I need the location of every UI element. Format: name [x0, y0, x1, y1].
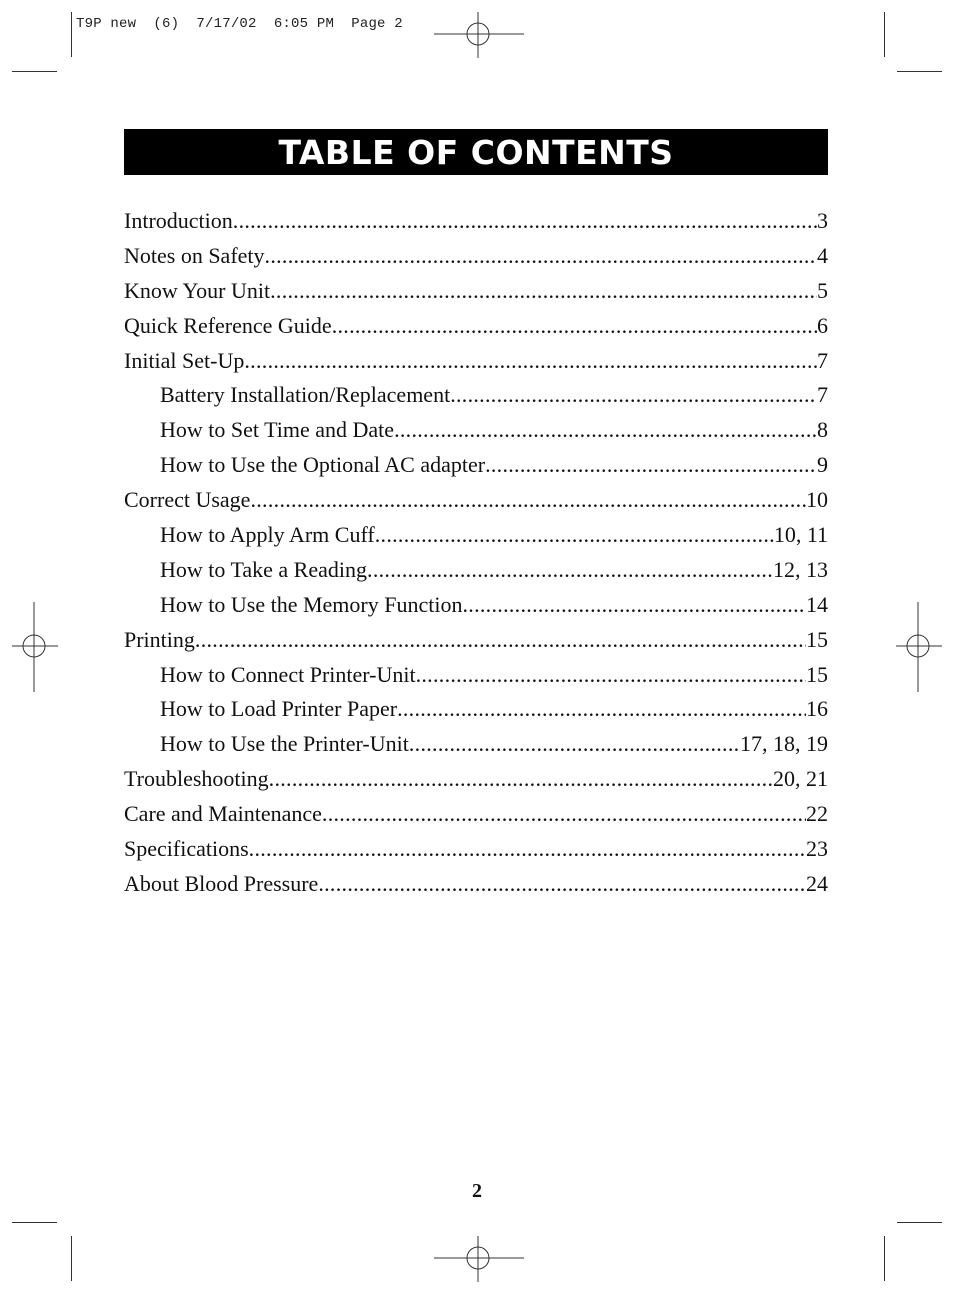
dot-leader — [332, 309, 817, 344]
toc-entry-title: How to Use the Optional AC adapter — [160, 452, 486, 478]
toc-entry — [124, 204, 828, 239]
dot-leader — [485, 448, 817, 483]
toc-entry-title: How to Take a Reading — [160, 556, 368, 582]
registration-mark-bottom — [430, 1234, 526, 1284]
toc-entry-title: How to Apply Arm Cuff — [160, 522, 375, 548]
dot-leader — [270, 274, 817, 309]
toc-entry-page: 22 — [806, 801, 828, 827]
toc-entry-title: Specifications — [124, 836, 249, 862]
dot-leader — [244, 344, 817, 379]
toc-entry-page: 10, 11 — [773, 522, 828, 548]
crop-mark-bottom-left-horizontal — [12, 1222, 57, 1223]
toc-entry-title: How to Load Printer Paper — [160, 696, 398, 722]
toc-entry — [124, 239, 828, 274]
dot-leader — [195, 623, 806, 658]
toc-entry-title: How to Set Time and Date — [160, 417, 395, 443]
toc-entry-page: 24 — [806, 870, 828, 896]
crop-mark-top-right-vertical — [884, 12, 885, 57]
title-banner — [124, 129, 828, 175]
toc-entry — [124, 553, 828, 588]
toc-entry — [124, 727, 828, 762]
crop-mark-top-right-horizontal — [897, 71, 942, 72]
toc-entry — [124, 797, 828, 832]
toc-entry — [124, 413, 828, 448]
table-of-contents — [124, 204, 828, 902]
toc-entry-title: Printing — [124, 626, 195, 652]
toc-entry-page: 9 — [817, 452, 828, 478]
crop-mark-bottom-right-vertical — [884, 1236, 885, 1281]
toc-entry-page: 7 — [817, 347, 828, 373]
toc-entry — [124, 483, 828, 518]
print-slug: T9P new (6) 7/17/02 6:05 PM Page 2 — [76, 16, 403, 32]
toc-entry-title: Correct Usage — [124, 487, 251, 513]
toc-entry-title: Battery Installation/Replacement — [160, 382, 451, 408]
dot-leader — [450, 378, 817, 413]
crop-mark-top-left-vertical — [71, 12, 72, 57]
toc-entry-title: Know Your Unit — [124, 277, 271, 303]
toc-entry-page: 14 — [806, 591, 828, 617]
page-number: 2 — [472, 1180, 482, 1202]
toc-entry-page: 17, 18, 19 — [740, 731, 828, 757]
dot-leader — [375, 518, 774, 553]
toc-entry-title: Quick Reference Guide — [124, 312, 332, 338]
crop-mark-bottom-right-horizontal — [897, 1222, 942, 1223]
dot-leader — [367, 553, 773, 588]
toc-entry — [124, 832, 828, 867]
dot-leader — [416, 658, 806, 693]
dot-leader — [249, 832, 806, 867]
toc-entry-title: Troubleshooting — [124, 766, 269, 792]
toc-entry-page: 16 — [806, 696, 828, 722]
dot-leader — [233, 204, 817, 239]
toc-entry-title: Introduction — [124, 208, 233, 233]
dot-leader — [394, 413, 817, 448]
registration-mark-top — [430, 10, 526, 60]
toc-entry-title: Care and Maintenance — [124, 801, 322, 827]
page-title: TABLE OF CONTENTS — [278, 132, 674, 172]
crop-mark-bottom-left-vertical — [71, 1236, 72, 1281]
toc-entry-title: About Blood Pressure — [124, 870, 319, 896]
dot-leader — [322, 797, 806, 832]
toc-entry-page: 4 — [817, 242, 828, 268]
registration-mark-left — [10, 600, 60, 694]
registration-mark-right — [894, 600, 944, 694]
toc-entry — [124, 623, 828, 658]
dot-leader — [250, 483, 806, 518]
dot-leader — [318, 867, 806, 902]
dot-leader — [397, 692, 806, 727]
dot-leader — [265, 239, 817, 274]
toc-entry — [124, 588, 828, 623]
dot-leader — [269, 762, 773, 797]
toc-entry-page: 10 — [806, 487, 828, 513]
crop-mark-top-left-horizontal — [12, 71, 57, 72]
toc-entry-page: 23 — [806, 836, 828, 862]
toc-entry — [124, 658, 828, 693]
toc-entry-title: How to Use the Memory Function — [160, 591, 463, 617]
toc-entry — [124, 518, 828, 553]
toc-entry-page: 15 — [806, 626, 828, 652]
toc-entry-page: 5 — [817, 277, 828, 303]
toc-entry — [124, 762, 828, 797]
toc-entry-page: 8 — [817, 417, 828, 443]
toc-entry-page: 15 — [806, 661, 828, 687]
toc-entry — [124, 692, 828, 727]
toc-entry — [124, 378, 828, 413]
toc-entry — [124, 867, 828, 902]
toc-entry — [124, 344, 828, 379]
toc-entry-page: 3 — [817, 208, 828, 233]
toc-entry-page: 6 — [817, 312, 828, 338]
dot-leader — [462, 588, 806, 623]
toc-entry — [124, 274, 828, 309]
toc-entry — [124, 448, 828, 483]
toc-entry-page: 12, 13 — [773, 556, 828, 582]
toc-entry-page: 20, 21 — [773, 766, 828, 792]
toc-entry-title: Initial Set-Up — [124, 347, 245, 373]
toc-entry-title: How to Use the Printer-Unit — [160, 731, 409, 757]
toc-entry-title: Notes on Safety — [124, 242, 265, 268]
toc-entry-title: How to Connect Printer-Unit — [160, 661, 416, 687]
toc-entry — [124, 309, 828, 344]
dot-leader — [409, 727, 740, 762]
toc-entry-page: 7 — [817, 382, 828, 408]
